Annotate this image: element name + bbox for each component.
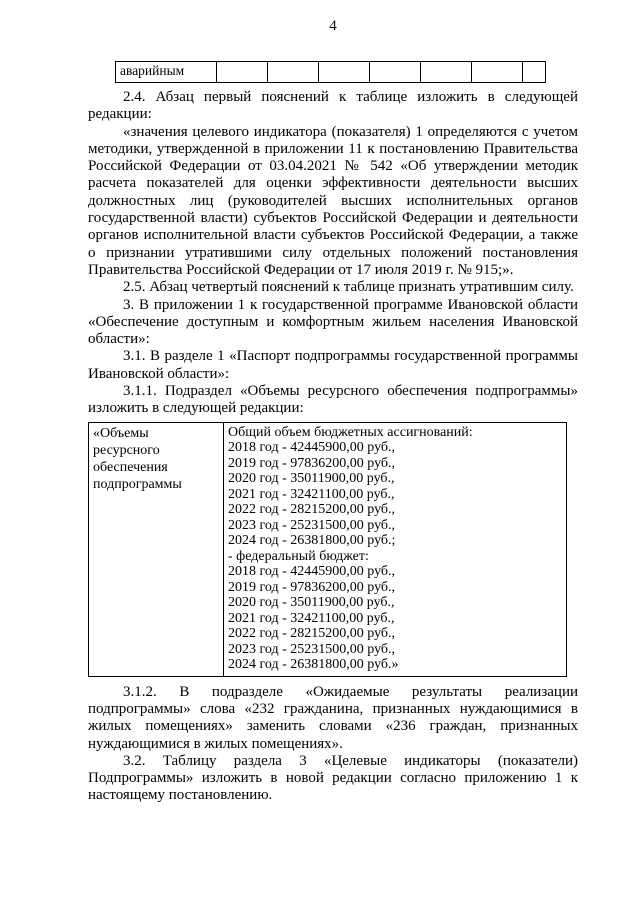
- budget-line: 2022 год - 28215200,00 руб.,: [228, 502, 396, 518]
- table-row: [116, 62, 546, 83]
- paragraph-quote-indicator: «значения целевого индикатора (показателя) 1 определяются с учетом методики, утвержденной в приложении 11 к постановлению Правительства Российской Федерации от 03.04.2021 № 542 «Об утверждении методик расчета показателей для оценки эффективности деятельности высших должностных лиц (руководителей высших исполнительных органов государственной власти) субъектов Российской Федерации и деятельности органов исполнительной власти субъектов Российской Федерации, а также о признании утратившими силу отдельных положений постановления Правительства Российской Федерации от 17 июля 2019 г. № 915;».: [88, 123, 578, 278]
- budget-line: 2024 год - 26381800,00 руб.»: [228, 657, 399, 673]
- resources-table-values-cell: [224, 422, 567, 676]
- budget-line: 2023 год - 25231500,00 руб.,: [228, 517, 396, 533]
- budget-line: 2021 год - 32421100,00 руб.,: [228, 610, 395, 626]
- budget-line: 2021 год - 32421100,00 руб.,: [228, 486, 395, 502]
- paragraph-3-1-1: 3.1.1. Подраздел «Объемы ресурсного обеспечения подпрограммы» изложить в следующей редакции:: [88, 383, 578, 417]
- budget-line: Общий объем бюджетных ассигнований:: [228, 424, 473, 440]
- table-cell-empty: [421, 62, 472, 83]
- table-cell-empty: [472, 62, 523, 83]
- table-cell-avariynym: аварийным: [116, 62, 217, 83]
- budget-line: 2019 год - 97836200,00 руб.,: [228, 455, 396, 471]
- paragraph-3: 3. В приложении 1 к государственной программе Ивановской области «Обеспечение доступным и комфортным жильем населения Ивановской области»:: [88, 296, 578, 348]
- paragraph-3-1-2: 3.1.2. В подразделе «Ожидаемые результаты реализации подпрограммы» слова «232 гражданина, признанных нуждающимися в жилых помещениях» заменить словами «236 граждан, признанных нуждающимися в жилых помещениях».: [88, 683, 578, 752]
- paragraph-3-2: 3.2. Таблицу раздела 3 «Целевые индикаторы (показатели) Подпрограммы» изложить в новой редакции согласно приложению 1 к настоящему постановлению.: [88, 752, 578, 804]
- budget-line: 2018 год - 42445900,00 руб.,: [228, 440, 396, 456]
- budget-line: 2024 год - 26381800,00 руб.;: [228, 533, 396, 549]
- continuation-table: [115, 61, 546, 83]
- resources-table-header-cell: «Объемы ресурсного обеспечения подпрограммы: [89, 422, 224, 676]
- resources-table: [88, 422, 567, 677]
- table-row: [89, 422, 567, 676]
- table-cell-empty: [268, 62, 319, 83]
- budget-line: 2019 год - 97836200,00 руб.,: [228, 579, 396, 595]
- paragraph-2-4: 2.4. Абзац первый пояснений к таблице изложить в следующей редакции:: [88, 89, 578, 123]
- budget-line: 2018 год - 42445900,00 руб.,: [228, 564, 396, 580]
- budget-line: 2020 год - 35011900,00 руб.,: [228, 471, 395, 487]
- table-cell-empty: [370, 62, 421, 83]
- budget-line: 2023 год - 25231500,00 руб.,: [228, 641, 396, 657]
- page-number: 4: [329, 18, 337, 34]
- table-cell-empty: [217, 62, 268, 83]
- paragraph-3-1: 3.1. В разделе 1 «Паспорт подпрограммы государственной программы Ивановской области»:: [88, 348, 578, 382]
- budget-line: 2020 год - 35011900,00 руб.,: [228, 595, 395, 611]
- budget-line: 2022 год - 28215200,00 руб.,: [228, 626, 396, 642]
- table-cell-empty: [319, 62, 370, 83]
- paragraph-2-5: 2.5. Абзац четвертый пояснений к таблице признать утратившим силу.: [123, 279, 574, 296]
- budget-line: - федеральный бюджет:: [228, 548, 369, 564]
- table-cell-empty: [523, 62, 546, 83]
